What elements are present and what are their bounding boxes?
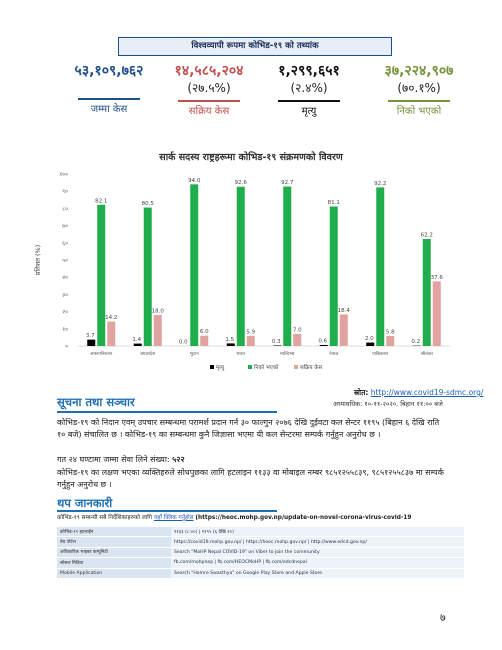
legend-item xyxy=(294,364,323,371)
data-label: 37.6 xyxy=(430,274,443,281)
data-label: 18.0 xyxy=(151,308,164,315)
contact-key: सोसल मिडिया xyxy=(57,558,171,568)
data-label: 14.2 xyxy=(105,315,118,322)
contact-key: Mobile Application xyxy=(57,568,171,578)
data-label: 2.0 xyxy=(364,336,374,343)
stat-block xyxy=(62,63,156,117)
category-label: श्रीलंका xyxy=(420,352,433,357)
legend-label: मृत्यु xyxy=(216,365,225,371)
data-label: 81.1 xyxy=(327,200,340,207)
bar xyxy=(144,208,152,346)
data-label: 7.0 xyxy=(292,327,302,334)
data-label: 80.5 xyxy=(141,201,154,208)
contact-value: Search "MoHP Nepal COVID-19" on Viber to join the community xyxy=(171,547,464,557)
y-tick-label: ० xyxy=(65,344,68,350)
directives-link[interactable]: यहाँ क्लिक गर्नुहोस xyxy=(153,515,194,521)
y-tick-label: ६० xyxy=(62,240,68,247)
page-number: ७ xyxy=(440,611,446,624)
category-label: अफगानिस्तान xyxy=(90,352,113,357)
y-tick-label: ८० xyxy=(62,206,68,213)
contact-value: Search "Hamro Swasthya" on Google Play Store and Apple Store xyxy=(171,568,464,578)
contact-value[interactable]: https://covid19.mohp.gov.np/ | https://heoc.mohp.gov.np/ | http://www.edcd.gov.np/ xyxy=(171,537,464,547)
contact-value[interactable]: fb.com/mohpnep | fb.com/HEOCMoHP | fb.com/edcdnepal xyxy=(171,558,464,568)
service-count-value: ५२२ xyxy=(172,455,185,464)
directives-url: (https://heoc.mohp.gov.np/update-on-novel-corona-virus-covid-19 xyxy=(195,515,412,521)
category-label: भारत xyxy=(236,352,246,357)
legend-item xyxy=(210,365,225,371)
bar xyxy=(330,207,338,346)
stat-rule xyxy=(388,100,450,102)
legend-swatch xyxy=(294,365,298,369)
bar xyxy=(386,336,394,346)
stat-number: १४,५८५,२०४ xyxy=(174,63,244,79)
stat-percent: (७०.१%) xyxy=(397,81,441,95)
bar xyxy=(154,315,162,346)
contact-row xyxy=(57,568,464,578)
stat-rule xyxy=(78,98,140,100)
data-label: 92.7 xyxy=(281,180,294,187)
stat-number: १,२९९,६५१ xyxy=(278,63,340,79)
data-label: 0.6 xyxy=(318,338,328,345)
data-label: 1.4 xyxy=(132,337,142,344)
service-count-label: गत २४ घण्टामा जम्मा सेवा लिने संख्या: xyxy=(57,455,170,464)
legend-swatch xyxy=(210,365,214,369)
data-label: 1.5 xyxy=(225,336,235,343)
bar xyxy=(433,281,441,346)
info-heading-rule xyxy=(57,411,277,413)
stat-block xyxy=(262,63,356,119)
category-label: भुटान xyxy=(189,352,199,357)
y-axis-label: प्रतिशत (%) xyxy=(34,244,42,276)
y-tick-label: ५० xyxy=(62,258,68,264)
category-label: माल्दिभ्स xyxy=(280,352,295,357)
y-tick-label: १० xyxy=(62,326,68,333)
contact-key: कोभिड-१९ हटलाईन xyxy=(57,527,171,537)
directives-prefix: कोभिड-१९ सम्बन्धी सबै निर्देशिकाहरुको लागि xyxy=(57,515,153,521)
bar xyxy=(190,184,198,346)
bar xyxy=(107,322,115,346)
stat-rule xyxy=(278,100,340,102)
y-tick-label: ९० xyxy=(62,189,68,196)
data-label: 3.7 xyxy=(85,333,95,340)
y-tick-label: २० xyxy=(62,309,68,316)
info-heading: सूचना तथा सञ्चार xyxy=(57,395,135,409)
legend-label: निको भएको xyxy=(254,365,279,371)
legend-item xyxy=(248,364,279,371)
y-tick-label: ३० xyxy=(62,292,68,299)
bar xyxy=(237,187,245,346)
data-label: 62.2 xyxy=(420,232,433,239)
info-paragraph-2 xyxy=(57,454,449,466)
updated-note: अध्यावधिक: १०-११-२०२०, बिहान ११:०० बजे xyxy=(333,400,443,408)
source-line xyxy=(354,388,483,398)
info-paragraph-1: कोभिड-१९ को निदान एवम् उपचार सम्बन्धमा परामर्श प्रदान गर्न ३० फाल्गुन २०७६ देखि दुईवटा कल सेन्टर ११९५ (बिहान ६ देखि राति १० बजे) संचालित छ । कोभिड-१९ का सम्बन्धमा कुनै जिज्ञासा भएमा यी कल सेन्टरमा सम्पर्क गर्नुहुन अनुरोध छ । xyxy=(57,418,440,439)
contact-row xyxy=(57,547,464,557)
more-info-heading-rule xyxy=(57,510,277,512)
stat-label: निको भएको xyxy=(396,105,442,117)
stat-percent: (२.४%) xyxy=(290,81,328,95)
contact-key: अधिकारिक भाइबर कम्युनिटी xyxy=(57,547,171,557)
info-paragraph-3: कोभिड-१९ का लक्षण भएका व्यक्तिहरुले सोधपुछका लागि हटलाइन ११३३ वा मोबाइल नम्बर ९८५१२५५८३९, ९८५१२५५८३७ मा सम्पर्क गर्नुहुन अनुरोध छ । xyxy=(57,468,444,489)
stat-number: ३७,२२४,९०७ xyxy=(384,63,454,79)
bar xyxy=(227,343,235,346)
stat-percent: (२७.५%) xyxy=(187,81,231,95)
bar xyxy=(320,345,328,346)
y-tick-label: १०० xyxy=(59,172,68,178)
contact-table xyxy=(57,526,464,578)
contact-key: वेब पोर्टल xyxy=(57,537,171,547)
stat-label: मृत्यु xyxy=(301,105,317,117)
more-info-heading: थप जानकारी xyxy=(57,496,113,510)
category-label: पाकिस्तान xyxy=(372,352,389,357)
stat-number: ५३,१०९,७६२ xyxy=(74,63,144,79)
data-label: 92.2 xyxy=(374,180,387,187)
bar xyxy=(97,205,105,346)
contact-row xyxy=(57,527,464,537)
contact-row xyxy=(57,537,464,547)
bar xyxy=(273,345,281,346)
bar xyxy=(423,239,431,346)
page-banner: विश्वव्यापी रूपमा कोभिड-१९ को तथ्यांक xyxy=(118,37,392,56)
bar xyxy=(340,314,348,346)
stat-label: जम्मा केस xyxy=(90,103,128,115)
stat-block xyxy=(162,63,256,119)
category-label: बंगलादेश xyxy=(140,352,156,357)
stat-label: सक्रिय केस xyxy=(188,105,230,117)
data-label: 92.6 xyxy=(234,180,247,187)
legend-label: सक्रिय केस xyxy=(300,365,323,371)
legend-swatch xyxy=(248,365,252,369)
contact-row xyxy=(57,558,464,568)
stat-block xyxy=(372,63,466,119)
y-tick-label: ४० xyxy=(62,275,68,282)
bar xyxy=(376,187,384,346)
data-label: 6.0 xyxy=(199,329,209,336)
directives-line xyxy=(57,513,457,521)
data-label: 5.8 xyxy=(385,329,395,336)
bar xyxy=(366,343,374,346)
bar xyxy=(200,336,208,346)
data-label: 5.9 xyxy=(246,329,256,336)
bar xyxy=(87,340,95,346)
stat-rule xyxy=(178,100,240,102)
y-tick-label: ७० xyxy=(62,223,68,230)
data-label: 0.3 xyxy=(271,338,281,345)
chart-title: सार्क सदस्य राष्ट्रहरूमा कोभिड-१९ संक्रमणको विवरण xyxy=(159,152,343,163)
source-link[interactable]: http://www.covid19-sdmc.org/ xyxy=(370,388,484,397)
bar xyxy=(247,336,255,346)
contact-value: ११३३ (८:००) | ११९५ (६ देखि १०) xyxy=(171,527,464,537)
category-label: नेपाल xyxy=(329,352,339,357)
bar xyxy=(293,334,301,346)
bar xyxy=(134,344,142,346)
data-label: 82.1 xyxy=(95,198,108,205)
data-label: 94.0 xyxy=(188,177,201,184)
source-label: स्रोत: xyxy=(354,388,369,397)
sarc-bar-chart xyxy=(30,166,470,386)
bar xyxy=(283,187,291,346)
data-label: 18.4 xyxy=(337,307,350,314)
data-label: 0.0 xyxy=(178,339,188,346)
data-label: 0.2 xyxy=(411,339,421,346)
